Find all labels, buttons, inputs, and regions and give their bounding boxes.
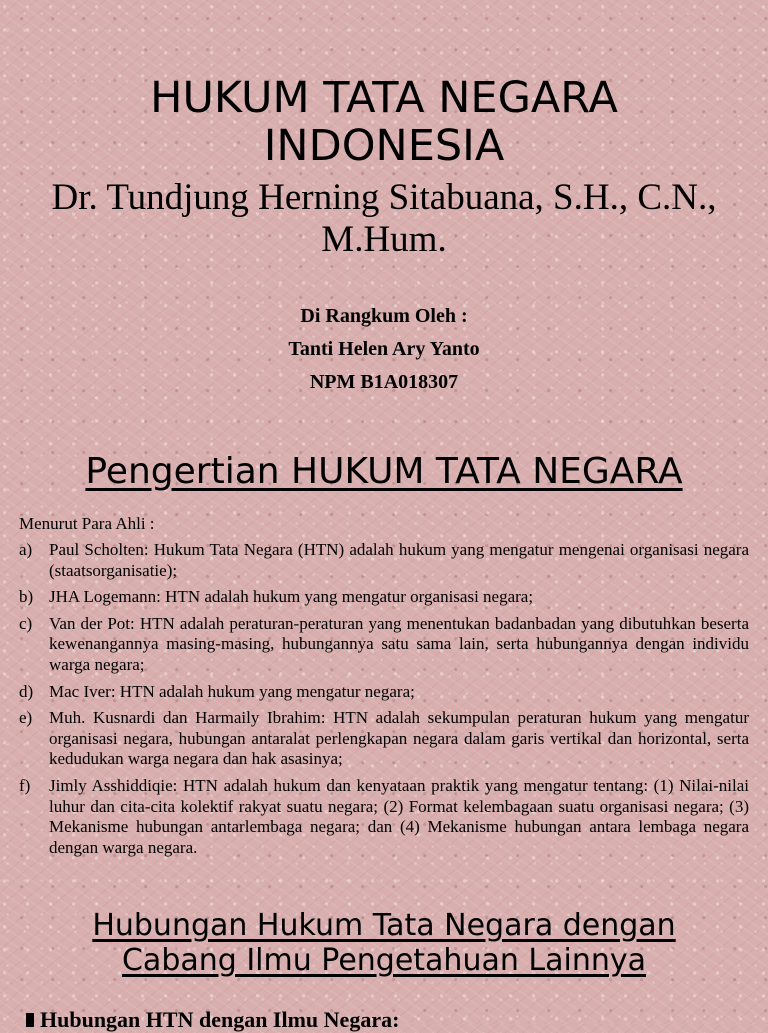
expert-list: [19, 540, 749, 866]
student-npm: NPM B1A018307: [309, 371, 459, 393]
slide-relations: [0, 890, 768, 1032]
title-line-2: INDONESIA: [263, 121, 505, 171]
list-item: [19, 614, 749, 676]
list-marker: e): [19, 708, 33, 728]
relations-title-line-2: Cabang Ilmu Pengetahuan Lainnya: [121, 943, 646, 978]
credits-block: [0, 300, 768, 399]
list-item: [19, 682, 749, 703]
author-name: [20, 177, 748, 261]
list-text: Mac Iver: HTN adalah hukum yang mengatur negara;: [49, 681, 415, 701]
relations-first-item-text: Hubungan HTN dengan Ilmu Negara:: [40, 1007, 400, 1032]
list-item: [19, 587, 749, 608]
slide-title: [0, 0, 768, 420]
list-text: Van der Pot: HTN adalah peraturan-peraturan yang menentukan badanbadan yang dibutuhkan beserta kewenangannya masing-masing, hubungannya satu sama lain, serta hubungannya dengan individu warga negara;: [49, 613, 749, 674]
list-item: [19, 708, 749, 770]
list-marker: d): [19, 681, 34, 701]
summarized-by-label: Di Rangkum Oleh :: [300, 305, 468, 327]
list-marker: b): [19, 587, 34, 607]
definition-title: Pengertian HUKUM TATA NEGARA: [85, 451, 683, 492]
bullet-square-icon: [26, 1013, 34, 1027]
list-text: JHA Logemann: HTN adalah hukum yang mengatur organisasi negara;: [49, 587, 534, 607]
relations-first-item: [26, 1007, 399, 1033]
slide-definition: [0, 440, 768, 870]
list-text: Paul Scholten: Hukum Tata Negara (HTN) adalah hukum yang mengatur mengenai organisasi negara (staatsorganisatie);: [49, 540, 749, 580]
intro-text: Menurut Para Ahli :: [19, 514, 155, 533]
list-marker: f): [19, 775, 31, 795]
presentation-title: [0, 74, 768, 170]
relations-title-line-1: Hubungan Hukum Tata Negara dengan: [92, 908, 676, 943]
list-text: Muh. Kusnardi dan Harmaily Ibrahim: HTN adalah sekumpulan peraturan hukum yang mengatur organisasi negara, hubungan antaralat perlengkapan negara dalam garis vertikal dan horizontal, serta kedudukan warga negara dan hak asasinya;: [49, 708, 749, 769]
list-marker: c): [19, 613, 33, 633]
author-line-2: M.Hum.: [321, 219, 447, 260]
author-line-1: Dr. Tundjung Herning Sitabuana, S.H., C.N.,: [51, 177, 717, 218]
title-line-1: HUKUM TATA NEGARA: [150, 73, 618, 123]
student-name: Tanti Helen Ary Yanto: [288, 338, 480, 360]
list-item: [19, 776, 749, 858]
list-text: Jimly Asshiddiqie: HTN adalah hukum dan kenyataan praktik yang mengatur tentang: (1) Nilai-nilai luhur dan cita-cita kolektif rakyat suatu negara; (2) Format kelembagaan suatu organisasi negara; (3) Mekanisme hubungan antarlembaga negara; dan (4) Mekanisme hubungan antara lembaga negara dengan warga negara.: [49, 775, 749, 857]
list-item: [19, 540, 749, 581]
list-marker: a): [19, 540, 33, 559]
relations-title: [0, 908, 768, 978]
